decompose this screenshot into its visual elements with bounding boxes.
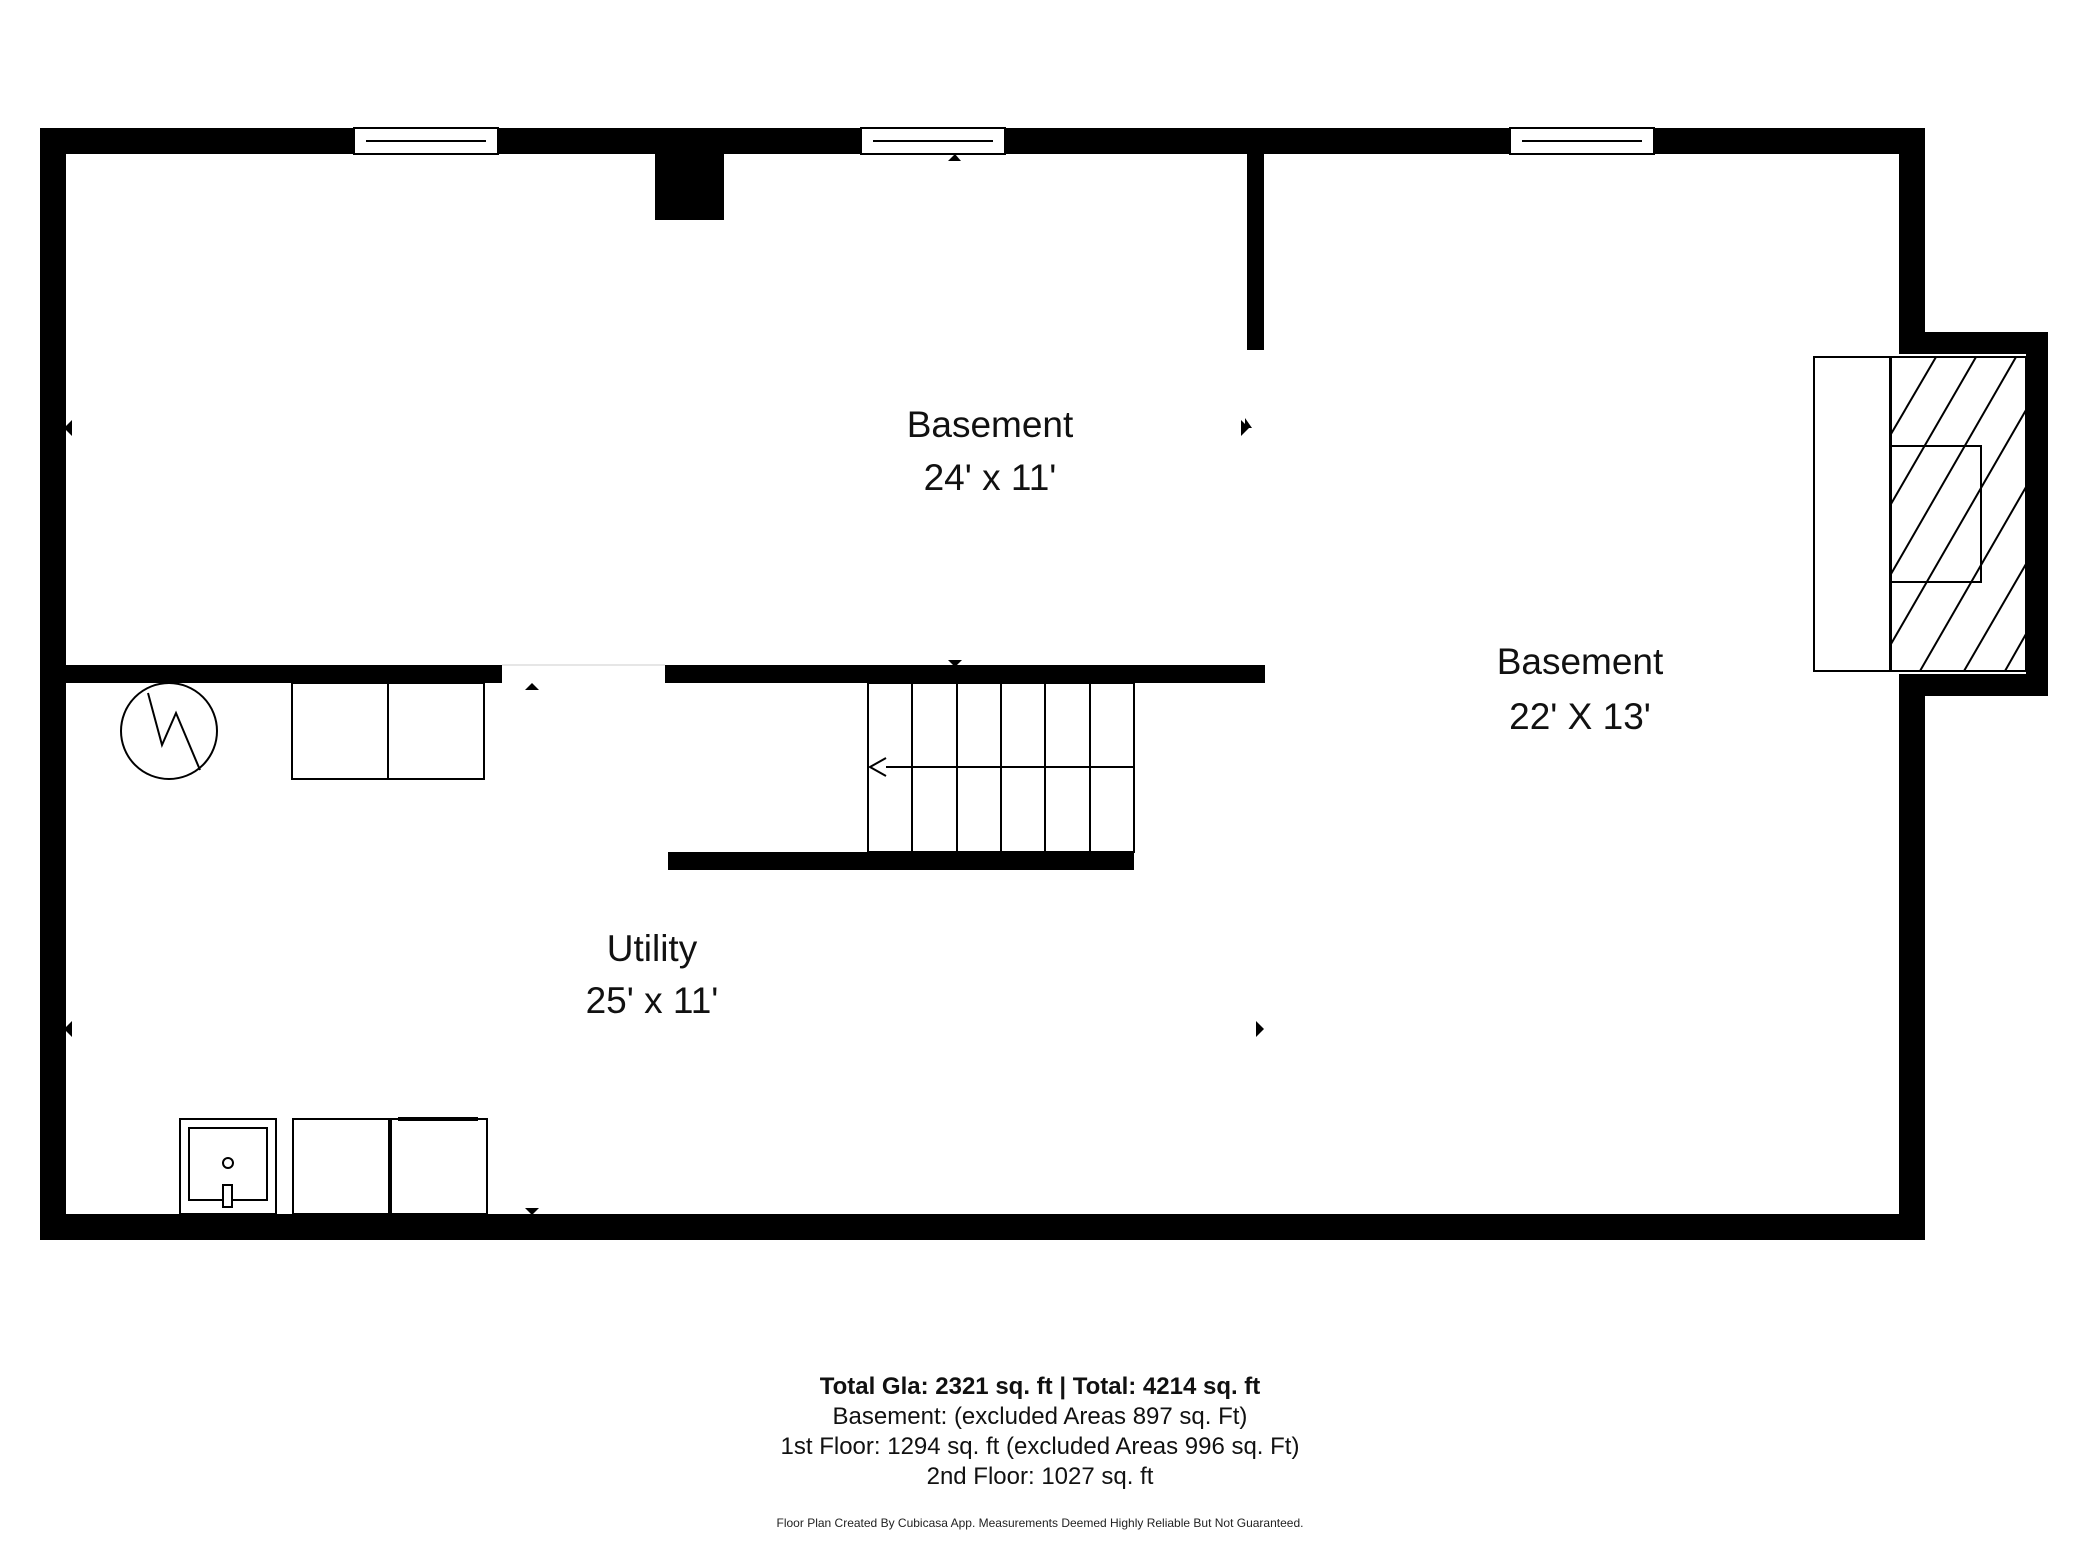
first-floor-area-line: 1st Floor: 1294 sq. ft (excluded Areas 996 sq. Ft) bbox=[780, 1433, 1300, 1460]
washer-dryer-icon bbox=[293, 1119, 487, 1214]
total-area-line: Total Gla: 2321 sq. ft | Total: 4214 sq. ft bbox=[819, 1373, 1261, 1400]
sink-icon bbox=[180, 1119, 276, 1214]
room-dims-basement-east: 22' X 13' bbox=[1509, 696, 1651, 737]
room-dims-basement-north: 24' x 11' bbox=[923, 457, 1057, 498]
stairs-icon bbox=[868, 683, 1134, 852]
fireplace-icon bbox=[1814, 357, 2026, 671]
disclaimer-text: Floor Plan Created By Cubicasa App. Measurements Deemed Highly Reliable But Not Guaranteed. bbox=[776, 1516, 1304, 1530]
interior-walls bbox=[66, 140, 1265, 870]
area-summary bbox=[0, 1372, 2080, 1492]
basement-area-line: Basement: (excluded Areas 897 sq. Ft) bbox=[832, 1403, 1248, 1430]
second-floor-area-line: 2nd Floor: 1027 sq. ft bbox=[926, 1463, 1154, 1490]
water-heater-icon bbox=[121, 683, 217, 779]
room-name-utility: Utility bbox=[606, 928, 698, 969]
room-name-basement-north: Basement bbox=[906, 404, 1074, 445]
room-name-basement-east: Basement bbox=[1496, 641, 1664, 682]
door-marker-icon bbox=[64, 154, 1264, 1215]
cabinet-icon bbox=[292, 683, 484, 779]
room-dims-utility: 25' x 11' bbox=[585, 980, 719, 1021]
